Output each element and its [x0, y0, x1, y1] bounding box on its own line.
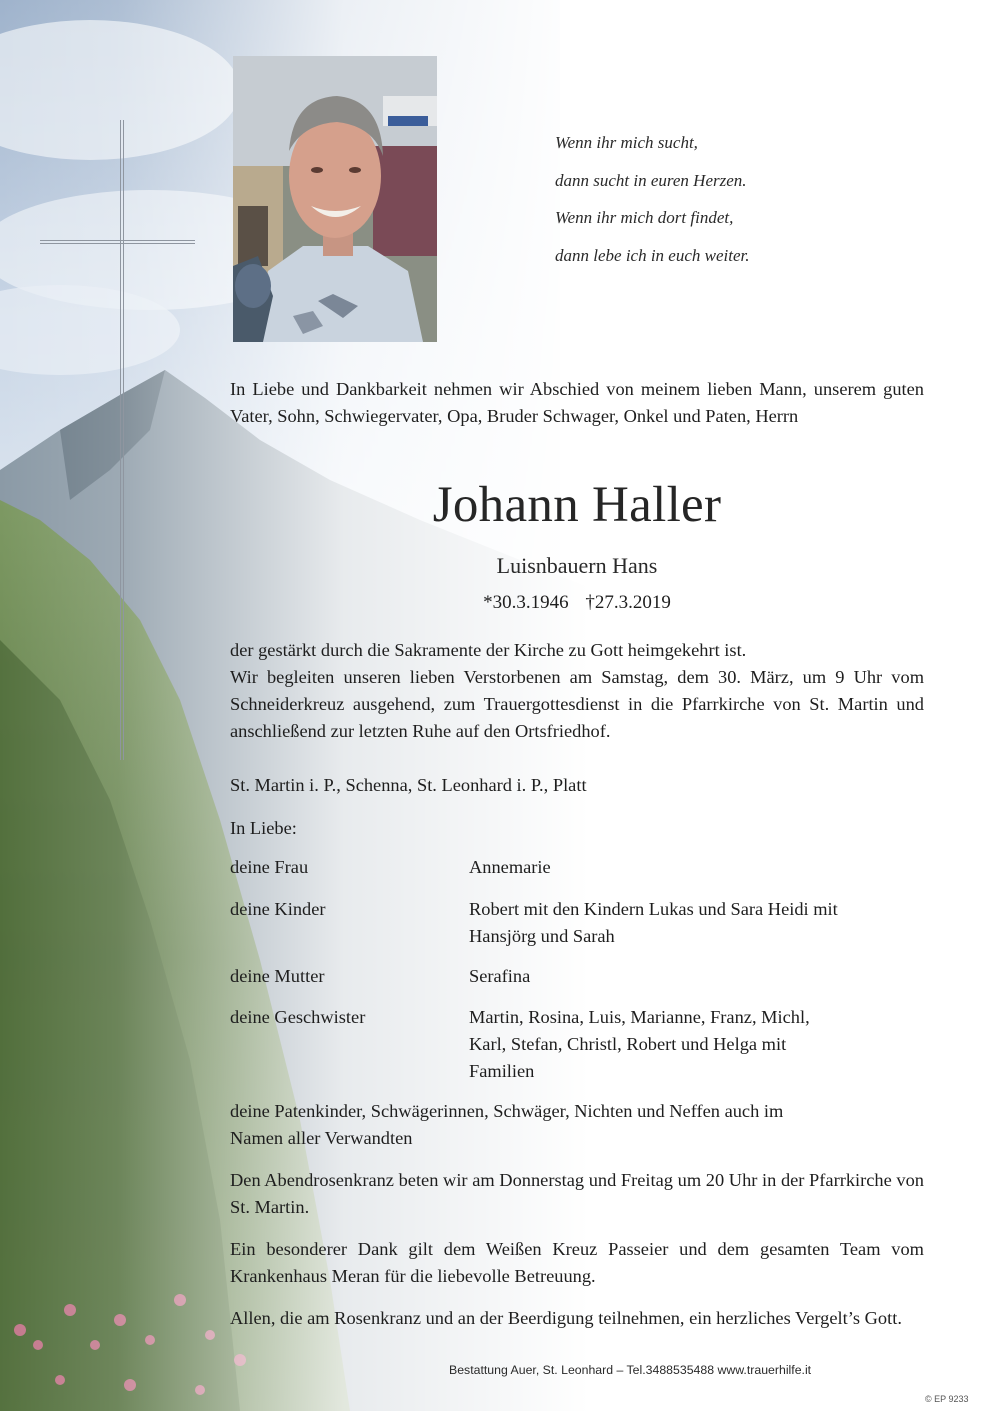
mourner-names: Annemarie	[469, 857, 551, 877]
poem-line: Wenn ihr mich dort findet,	[555, 208, 734, 227]
godchildren-text: deine Patenkinder, Schwägerinnen, Schwäger, Nichten und Neffen auch im Namen aller Verwandten	[230, 1101, 784, 1148]
mourner-relation: deine Frau	[230, 857, 309, 877]
print-code: © EP 9233	[925, 1394, 969, 1404]
places: St. Martin i. P., Schenna, St. Leonhard i. P., Platt	[230, 775, 587, 795]
poem-line: dann sucht in euren Herzen.	[555, 170, 747, 190]
announcement-line: der gestärkt durch die Sakramente der Kirche zu Gott heimgekehrt ist.	[230, 640, 747, 660]
thanks-text: Ein besonderer Dank gilt dem Weißen Kreuz Passeier und dem gesamten Team vom Krankenhaus Meran für die liebevolle Betreuung.	[230, 1239, 924, 1286]
rosary-text: Den Abendrosenkranz beten wir am Donnerstag und Freitag um 20 Uhr in der Pfarrkirche von St. Martin.	[230, 1170, 924, 1217]
mourner-names: Martin, Rosina, Luis, Marianne, Franz, Michl, Karl, Stefan, Christl, Robert und Helga mit Familien	[469, 1007, 810, 1081]
mourners-intro: In Liebe:	[230, 818, 297, 838]
funeral-home-footer: Bestattung Auer, St. Leonhard – Tel.3488535488 www.trauerhilfe.it	[449, 1363, 812, 1377]
funeral-details: Wir begleiten unseren lieben Verstorbenen am Samstag, dem 30. März, um 9 Uhr vom Schneiderkreuz ausgehend, zum Trauergottesdienst in die Pfarrkirche von St. Martin und anschließend zur letzten Ruhe auf den Ortsfriedhof.	[230, 667, 924, 741]
intro-text: In Liebe und Dankbarkeit nehmen wir Abschied von meinem lieben Mann, unserem guten Vater, Sohn, Schwiegervater, Opa, Bruder Schwager, Onkel und Paten, Herrn	[230, 379, 924, 426]
mourner-relation: deine Geschwister	[230, 1007, 366, 1027]
mourner-names: Serafina	[469, 966, 531, 986]
mourner-relation: deine Mutter	[230, 966, 325, 986]
poem-line: dann lebe ich in euch weiter.	[555, 245, 750, 265]
poem-line: Wenn ihr mich sucht,	[555, 133, 698, 152]
portrait-photo	[233, 56, 437, 342]
mourner-names: Robert mit den Kindern Lukas und Sara Heidi mit Hansjörg und Sarah	[469, 899, 838, 946]
mourner-relation: deine Kinder	[230, 899, 326, 919]
deceased-name: Johann Haller	[432, 477, 722, 533]
birth-date: *30.3.1946	[483, 592, 569, 613]
life-dates	[230, 590, 924, 616]
death-date: †27.3.2019	[585, 592, 671, 613]
deceased-nickname: Luisnbauern Hans	[496, 553, 658, 578]
closing-text: Allen, die am Rosenkranz und an der Beerdigung teilnehmen, ein herzliches Vergelt’s Gott.	[230, 1308, 902, 1328]
poem	[555, 124, 750, 274]
